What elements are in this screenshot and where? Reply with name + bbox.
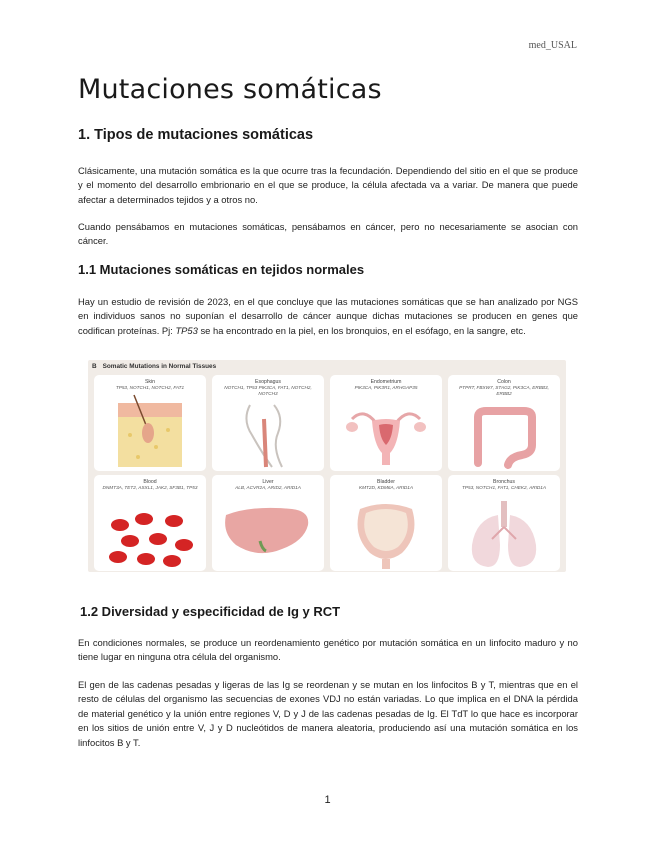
- tile-title: Bladder: [377, 479, 395, 485]
- tile-title: Bronchus: [493, 479, 515, 485]
- tile-title: Liver: [262, 479, 274, 485]
- tile-bladder: [330, 475, 442, 571]
- tile-genes: DNMT3A, TET2, ASXL1, JAK2, SF3B1, TP53: [102, 485, 198, 490]
- section-heading-1-2: 1.2 Diversidad y especificidad de Ig y RCT: [80, 604, 341, 619]
- tile-title: Colon: [497, 379, 511, 385]
- tile-esophagus: [212, 375, 324, 471]
- tile-colon: [448, 375, 560, 471]
- tile-title: Skin: [144, 379, 156, 385]
- paragraph-s1-2-1: En condiciones normales, se produce un reordenamiento genético por mutación somática en un linfocito maduro y no tiene lugar en ninguna otra célula del organismo.: [78, 637, 578, 663]
- figure-panel-letter: B: [92, 363, 97, 370]
- tile-title: Blood: [143, 479, 157, 485]
- page-number: 1: [324, 794, 331, 806]
- tile-title: Esophagus: [255, 379, 281, 385]
- tile-genes: PTPRT, FBXW7, STAG2, PIK3CA, ERBB3, ERBB2: [459, 385, 549, 396]
- figure-title: Somatic Mutations in Normal Tissues: [102, 363, 217, 370]
- gene-name: TP53: [175, 324, 198, 336]
- tile-endometrium: [330, 375, 442, 471]
- tile-title: Endometrium: [370, 379, 402, 385]
- tile-genes: TP53, NOTCH1, NOTCH2, FAT1: [115, 385, 185, 390]
- paragraph-s1-2: Cuando pensábamos en mutaciones somáticas, pensábamos en cáncer, pero no necesariamente se asocian con cáncer.: [78, 221, 578, 247]
- paragraph-s1-2-2: El gen de las cadenas pesadas y ligeras de las Ig se reordenan y se mutan en los linfocitos B y T, mientras que en el resto de células del organismo las secuencias de exones VDJ no están variadas. Lo que implica en el DNA la pérdida de material genético y la unión entre regiones V, D y J de las cadenas pesadas de Ig. El TdT lo que hace es incorporar en los sitios de unión entre V, J y D nucleótidos de manera aleatoria, produciendo así una mutación somática en los linfocitos B y T.: [78, 679, 578, 748]
- header-tag: med_USAL: [528, 40, 577, 51]
- paragraph-text: se ha encontrado en la piel, en los bronquios, en el esófago, en la sangre, etc.: [197, 324, 526, 336]
- paragraph-s1-1-1: [78, 295, 578, 338]
- tile-genes: NOTCH1, TP53 PIK3CA, FAT1, NOTCH2, NOTCH3: [224, 385, 312, 396]
- tile-genes: KMT2D, KDM6A, ARID1A: [358, 485, 413, 490]
- tile-genes: PIK3CA, PIK3R1, ARHGAP35: [354, 385, 418, 390]
- page-title: Mutaciones somáticas: [78, 74, 382, 105]
- tile-genes: TP53, NOTCH1, FAT1, CHEK2, ARID1A: [461, 485, 547, 490]
- tile-blood: [94, 475, 206, 571]
- figure-header: [92, 363, 216, 370]
- section-heading-1-1: 1.1 Mutaciones somáticas en tejidos normales: [78, 262, 365, 277]
- tile-liver: [212, 475, 324, 571]
- somatic-mutations-figure: [88, 360, 566, 572]
- paragraph-text: Hay un estudio de revisión de 2023, en el que concluye que las mutaciones somáticas que se han analizado por NGS en individuos sanos no suponían el desarrollo de cáncer aunque dichas mutaciones se producen en genes que codifican proteínas. Pj:: [78, 296, 578, 336]
- tile-genes: ALB, ACVR2A, ARID2, ARID1A: [235, 485, 301, 490]
- tile-bronchus: [448, 475, 560, 571]
- section-heading-1: 1. Tipos de mutaciones somáticas: [78, 127, 314, 143]
- tile-skin: [94, 375, 206, 471]
- paragraph-s1-1: Clásicamente, una mutación somática es la que ocurre tras la fecundación. Dependiendo del sitio en el que se produce y el momento del desarrollo embrionario en el que se produce, la célula afectada va a variar. De manera que puede afectar a determinados tejidos y a otros no.: [78, 165, 578, 205]
